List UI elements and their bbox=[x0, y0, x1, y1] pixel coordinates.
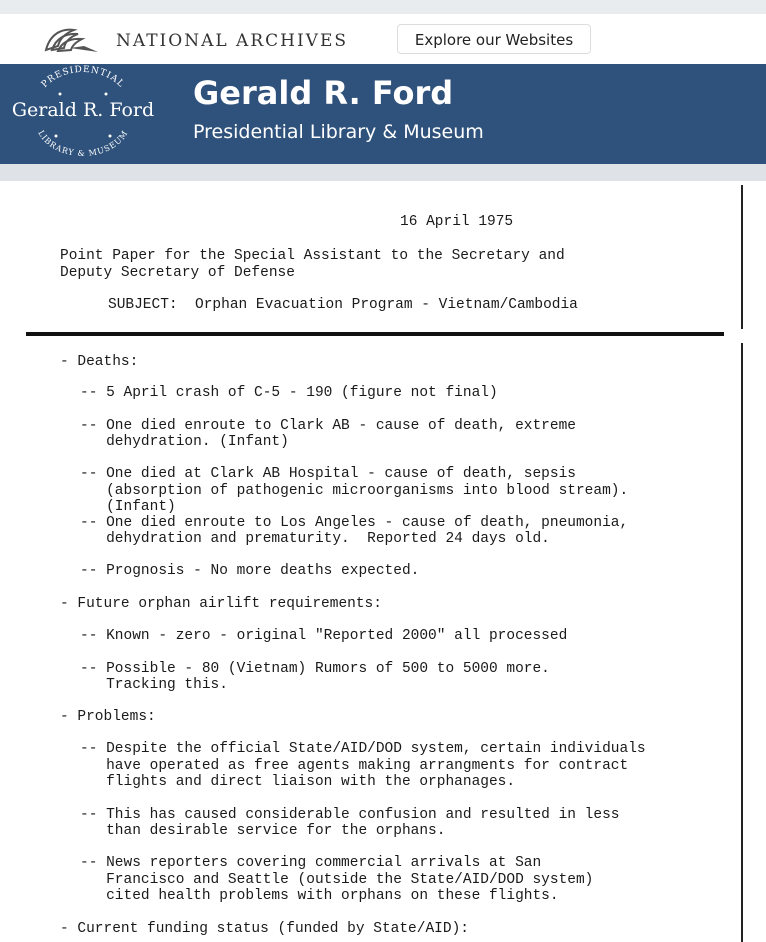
section-heading: - Future orphan airlift requirements: bbox=[60, 596, 382, 612]
document-title-line: Point Paper for the Special Assistant to the Secretary and bbox=[60, 248, 565, 264]
ford-library-seal-logo[interactable] bbox=[0, 64, 166, 164]
svg-text:LIBRARY & MUSEUM bbox=[36, 129, 130, 158]
document-subject: SUBJECT: Orphan Evacuation Program - Vietnam/Cambodia bbox=[108, 297, 578, 313]
list-item: Francisco and Seattle (outside the State/AID/DOD system) bbox=[80, 872, 594, 888]
library-title[interactable]: Gerald R. Ford bbox=[193, 74, 454, 112]
list-item: dehydration. (Infant) bbox=[80, 434, 289, 450]
list-item: -- One died enroute to Clark AB - cause of death, extreme bbox=[80, 418, 576, 434]
list-item: than desirable service for the orphans. bbox=[80, 823, 446, 839]
list-item: -- Prognosis - No more deaths expected. bbox=[80, 563, 420, 579]
national-archives-label[interactable]: NATIONAL ARCHIVES bbox=[116, 31, 349, 51]
library-subtitle[interactable]: Presidential Library & Museum bbox=[193, 121, 484, 143]
list-item: -- Despite the official State/AID/DOD system, certain individuals bbox=[80, 741, 646, 757]
section-heading: - Current funding status (funded by State/AID): bbox=[60, 921, 469, 937]
list-item: -- Known - zero - original "Reported 2000" all processed bbox=[80, 628, 568, 644]
list-item: flights and direct liaison with the orphanages. bbox=[80, 774, 516, 790]
ford-library-banner bbox=[0, 64, 766, 164]
section-heading: - Problems: bbox=[60, 709, 156, 725]
seal-bottom-arc: LIBRARY & MUSEUM bbox=[36, 128, 130, 159]
list-item: dehydration and prematurity. Reported 24 days old. bbox=[80, 531, 550, 547]
list-item: Tracking this. bbox=[80, 677, 228, 693]
list-item: (absorption of pathogenic microorganisms into blood stream). bbox=[80, 483, 629, 499]
page-edge-line bbox=[741, 343, 743, 942]
list-item: have operated as free agents making arrangments for contract bbox=[80, 758, 629, 774]
document-date: 16 April 1975 bbox=[400, 214, 514, 230]
seal-center-text: Gerald R. Ford bbox=[11, 99, 155, 121]
document-scan bbox=[0, 181, 766, 942]
list-item: -- This has caused considerable confusion and resulted in less bbox=[80, 807, 620, 823]
banner-separator bbox=[0, 164, 766, 181]
section-heading: - Deaths: bbox=[60, 354, 139, 370]
explore-websites-button[interactable]: Explore our Websites bbox=[397, 24, 591, 54]
list-item: (Infant) bbox=[80, 499, 176, 515]
page-edge-line bbox=[741, 185, 743, 329]
page-divider bbox=[26, 332, 724, 336]
national-archives-bar bbox=[0, 14, 766, 64]
svg-text:PRESIDENTIAL bbox=[40, 65, 126, 90]
list-item: -- One died enroute to Los Angeles - cause of death, pneumonia, bbox=[80, 515, 629, 531]
list-item: -- One died at Clark AB Hospital - cause of death, sepsis bbox=[80, 466, 576, 482]
seal-top-arc: PRESIDENTIAL bbox=[39, 64, 127, 90]
document-title-line: Deputy Secretary of Defense bbox=[60, 265, 295, 281]
eagle-logo-icon[interactable] bbox=[40, 24, 104, 54]
list-item: cited health problems with orphans on these flights. bbox=[80, 888, 559, 904]
list-item: -- News reporters covering commercial arrivals at San bbox=[80, 855, 542, 871]
list-item: -- 5 April crash of C-5 - 190 (figure not final) bbox=[80, 385, 498, 401]
list-item: -- Possible - 80 (Vietnam) Rumors of 500 to 5000 more. bbox=[80, 661, 550, 677]
top-strip bbox=[0, 0, 766, 14]
